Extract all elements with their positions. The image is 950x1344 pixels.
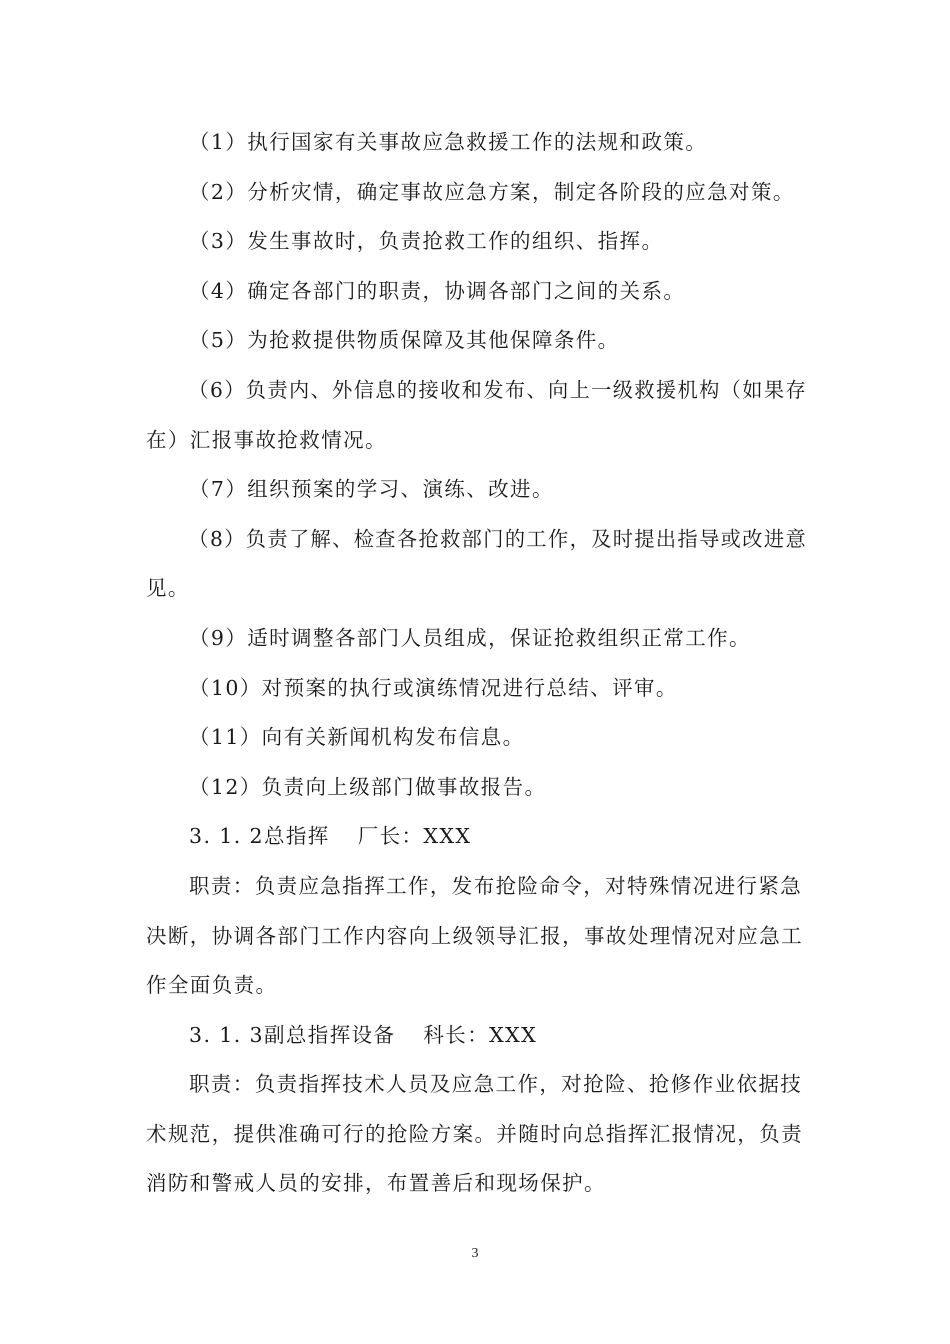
list-item-2: （2）分析灾情，确定事故应急方案，制定各阶段的应急对策。	[189, 179, 795, 204]
section-3-1-2-duty-line-3: 作全面负责。	[146, 973, 278, 998]
list-item-11: （11）向有关新闻机构发布信息。	[189, 725, 525, 750]
section-heading-3-1-2	[146, 816, 808, 866]
list-item-8-line-2: 见。	[146, 576, 190, 601]
section-3-1-3-duty-line-3: 消防和警戒人员的安排，布置善后和现场保护。	[146, 1171, 606, 1196]
list-item-1: （1）执行国家有关事故应急救援工作的法规和政策。	[189, 130, 708, 154]
list-item-8-line-1: （8）负责了解、检查各抢救部门的工作，及时提出指导或改进意	[188, 526, 808, 551]
section-role: 厂长：XXX	[357, 824, 472, 849]
page-number: 3	[471, 1246, 479, 1261]
section-3-1-3-duty-line-2: 术规范，提供准确可行的抢险方案。并随时向总指挥汇报情况，负责	[146, 1121, 803, 1146]
list-item-9: （9）适时调整各部门人员组成，保证抢救组织正常工作。	[189, 625, 751, 650]
list-item-5: （5）为抢救提供物质保障及其他保障条件。	[189, 328, 620, 353]
list-item-7: （7）组织预案的学习、演练、改进。	[189, 477, 554, 502]
section-3-1-2-duty-line-2: 决断，协调各部门工作内容向上级领导汇报，事故处理情况对应急工	[146, 923, 803, 948]
section-heading-3-1-3	[146, 1015, 808, 1065]
section-3-1-2-duty-line-1: 职责：负责应急指挥工作，发布抢险命令，对特殊情况进行紧急	[189, 873, 803, 898]
section-title: 3. 1. 3副总指挥设备	[189, 1022, 396, 1047]
section-role: 科长：XXX	[423, 1022, 538, 1047]
list-item-12: （12）负责向上级部门做事故报告。	[189, 774, 547, 799]
section-title: 3. 1. 2总指挥	[189, 824, 330, 849]
document-page	[146, 122, 808, 1213]
list-item-10: （10）对预案的执行或演练情况进行总结、评审。	[189, 675, 678, 700]
list-item-6-line-2: 在）汇报事故抢救情况。	[146, 427, 387, 452]
list-item-3: （3）发生事故时，负责抢救工作的组织、指挥。	[189, 229, 664, 254]
list-item-6-line-1: （6）负责内、外信息的接收和发布、向上一级救援机构（如果存	[188, 377, 808, 402]
list-item-4: （4）确定各部门的职责，协调各部门之间的关系。	[189, 278, 686, 303]
section-3-1-3-duty-line-1: 职责：负责指挥技术人员及应急工作，对抢险、抢修作业依据技	[189, 1072, 803, 1097]
